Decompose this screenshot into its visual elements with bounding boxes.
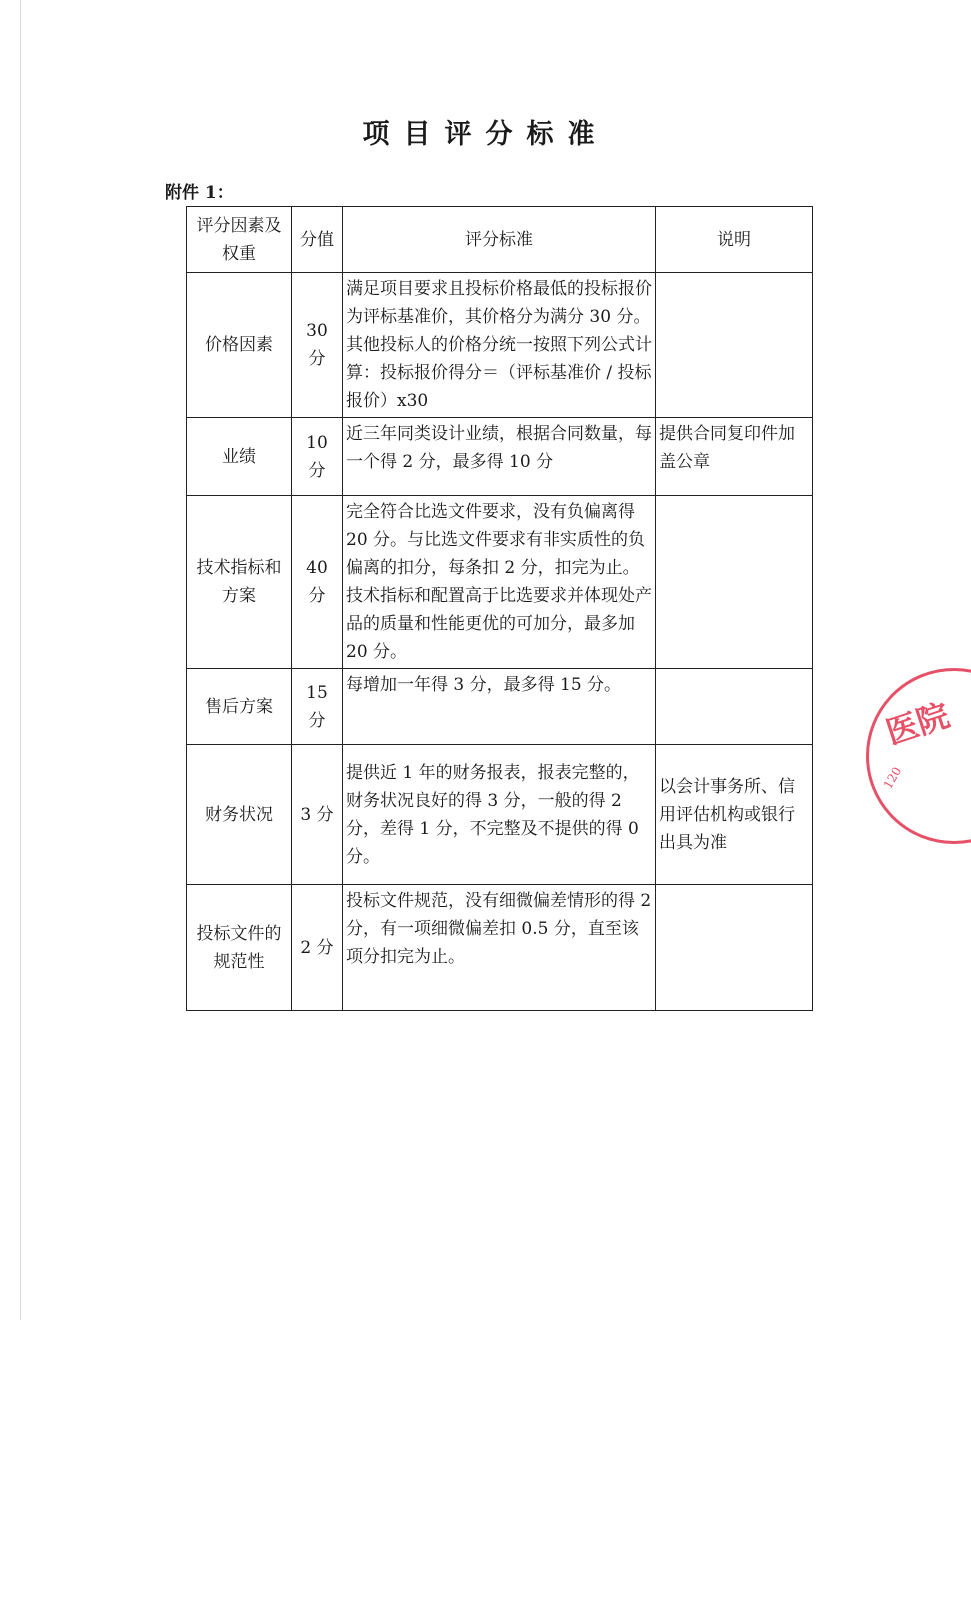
row-factor: 价格因素 — [187, 273, 292, 418]
seal-number: 120 — [880, 764, 905, 792]
table-row — [187, 885, 813, 1011]
row-criteria: 投标文件规范，没有细微偏差情形的得 2 分，有一项细微偏差扣 0.5 分，直至该项分扣完为止。 — [343, 885, 656, 1011]
seal-text: 医院 — [881, 695, 954, 752]
table-row — [187, 669, 813, 745]
row-criteria: 近三年同类设计业绩，根据合同数量，每一个得 2 分，最多得 10 分 — [343, 418, 656, 496]
row-factor: 业绩 — [187, 418, 292, 496]
row-criteria: 满足项目要求且投标价格最低的投标报价为评标基准价，其价格分为满分 30 分。其他投标人的价格分统一按照下列公式计算：投标报价得分＝（评标基准价 / 投标报价）x30 — [343, 273, 656, 418]
scan-edge-line — [20, 0, 21, 1320]
row-note — [656, 273, 813, 418]
header-factor: 评分因素及权重 — [187, 207, 292, 273]
scoring-criteria-table — [186, 206, 813, 1011]
attachment-label: 附件 1： — [165, 183, 234, 203]
row-score: 15 分 — [292, 669, 343, 745]
row-score: 3 分 — [292, 745, 343, 885]
row-score: 30 分 — [292, 273, 343, 418]
row-note — [656, 496, 813, 669]
header-score: 分值 — [292, 207, 343, 273]
table-row — [187, 496, 813, 669]
row-note: 提供合同复印件加盖公章 — [656, 418, 813, 496]
row-criteria: 完全符合比选文件要求，没有负偏离得 20 分。与比选文件要求有非实质性的负偏离的扣分，每条扣 2 分，扣完为止。技术指标和配置高于比选要求并体现处产品的质量和性能更优的可加分，最多加 20 分。 — [343, 496, 656, 669]
row-factor: 财务状况 — [187, 745, 292, 885]
page-title: 项目评分标准 — [362, 119, 609, 150]
row-note — [656, 669, 813, 745]
header-criteria: 评分标准 — [343, 207, 656, 273]
row-score: 10 分 — [292, 418, 343, 496]
row-factor: 技术指标和方案 — [187, 496, 292, 669]
row-note: 以会计事务所、信用评估机构或银行出具为准 — [656, 745, 813, 885]
header-note: 说明 — [656, 207, 813, 273]
table-header-row — [187, 207, 813, 273]
row-criteria: 提供近 1 年的财务报表，报表完整的，财务状况良好的得 3 分，一般的得 2 分，差得 1 分，不完整及不提供的得 0 分。 — [343, 745, 656, 885]
table-row — [187, 418, 813, 496]
table-row — [187, 745, 813, 885]
row-criteria: 每增加一年得 3 分，最多得 15 分。 — [343, 669, 656, 745]
row-score: 40 分 — [292, 496, 343, 669]
red-seal-stamp — [866, 668, 971, 844]
row-note — [656, 885, 813, 1011]
table-row — [187, 273, 813, 418]
row-score: 2 分 — [292, 885, 343, 1011]
row-factor: 投标文件的规范性 — [187, 885, 292, 1011]
row-factor: 售后方案 — [187, 669, 292, 745]
